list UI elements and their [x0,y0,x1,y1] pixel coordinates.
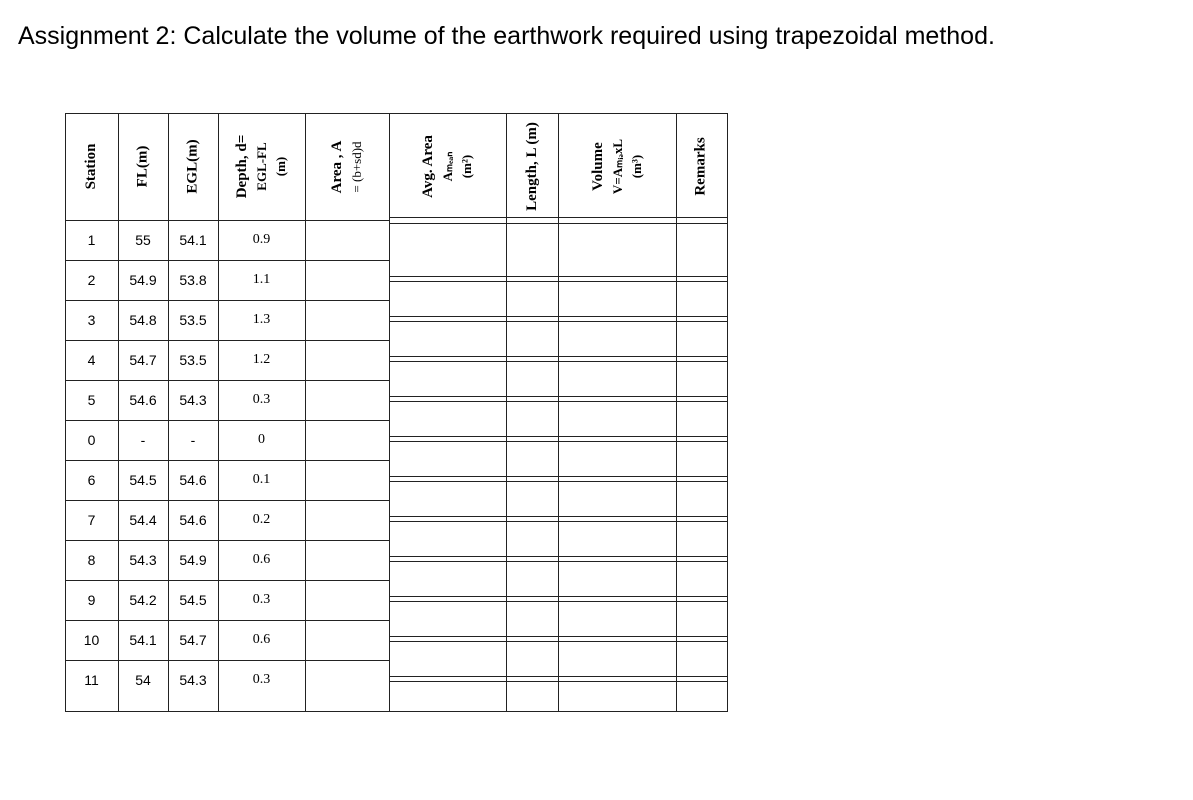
cell-fl: 54.7 [129,352,157,368]
header-line: (m²) [459,154,474,179]
cell-depth: 0.2 [252,512,271,527]
cell-egl: 54.3 [179,672,207,688]
table-hline [389,281,728,282]
table-hline [389,276,728,277]
header-remarks [676,113,727,220]
table-hline [389,601,728,602]
cell-fl: 54 [135,672,151,688]
header-line: Aₘₑₐₙ [440,151,455,182]
cell-egl: 54.7 [179,632,207,648]
header-area-label [328,125,366,209]
cell-station: 11 [84,672,99,688]
table-hline [389,476,728,477]
cell-station: 2 [87,272,96,288]
table-hline [389,676,728,677]
cell-station: 0 [87,432,96,448]
cell-station: 3 [87,312,96,328]
header-line: Area , A [329,140,345,193]
cell-fl: 54.1 [129,632,157,648]
cell-fl: - [140,432,146,448]
table-hline [389,361,728,362]
cell-depth: 1.1 [252,272,271,287]
assignment-title: Assignment 2: Calculate the volume of the earthwork required using trapezoidal method. [18,22,995,50]
table-hline [389,401,728,402]
table-hline [389,356,728,357]
header-remarks-label [692,137,711,195]
table-hline [65,711,728,712]
header-line: Avg. Area [420,135,436,198]
table-hline [389,441,728,442]
table-hline [389,316,728,317]
cell-egl: 54.6 [179,512,207,528]
cell-fl: 54.5 [129,472,157,488]
cell-egl: 53.5 [179,352,207,368]
table-hline [389,681,728,682]
cell-egl: 53.8 [179,272,207,288]
cell-depth: 0.1 [252,472,271,487]
header-avg-area-label [419,113,476,220]
cell-egl: 54.9 [179,552,207,568]
cell-egl: 54.3 [179,392,207,408]
cell-depth: 1.2 [252,352,271,367]
table-hline [389,596,728,597]
header-line: Remarks [693,137,710,196]
table-hline [389,481,728,482]
cell-station: 6 [87,472,96,488]
cell-depth: 0.6 [252,552,271,567]
cell-station: 7 [87,512,96,528]
header-fl [118,113,168,220]
table-hline [389,636,728,637]
cell-station: 9 [87,592,96,608]
header-line: Volume [589,142,606,191]
header-avg-area [389,113,506,220]
header-length [506,113,558,220]
table-vline [727,113,728,712]
table-hline [389,223,728,224]
cell-egl: 54.5 [179,592,207,608]
earthwork-table [65,113,728,712]
header-line: FL(m) [134,145,151,188]
cell-egl: - [190,432,196,448]
header-area [305,113,389,220]
header-line: V=AₘᵢₔxL [609,138,625,195]
cell-depth: 1.3 [252,312,271,327]
header-volume [558,113,676,220]
header-station [65,113,118,220]
cell-station: 1 [87,232,96,248]
cell-depth: 0.3 [252,592,271,607]
header-line: Station [83,143,99,190]
table-hline [389,521,728,522]
cell-egl: 54.6 [179,472,207,488]
cell-station: 10 [83,632,100,648]
table-hline [389,516,728,517]
table-hline [389,436,728,437]
table-hline [389,556,728,557]
cell-station: 8 [87,552,96,568]
header-egl-label [184,139,203,193]
header-line: Depth, d= [234,134,250,199]
cell-depth: 0 [258,432,265,447]
header-length-label [523,122,542,211]
header-volume-label [589,113,646,220]
cell-station: 5 [87,392,96,408]
cell-depth: 0.6 [252,632,271,647]
cell-fl: 54.2 [129,592,157,608]
header-egl [168,113,218,220]
cell-fl: 54.3 [129,552,157,568]
table-hline [389,561,728,562]
cell-fl: 54.4 [129,512,157,528]
header-line: EGL(m) [184,139,201,194]
header-line: Length, L (m) [523,122,540,211]
header-line: (m³) [628,154,644,179]
header-station-label [82,140,101,193]
cell-fl: 54.9 [129,272,157,288]
table-hline [389,641,728,642]
cell-depth: 0.9 [252,232,271,247]
table-hline [389,321,728,322]
cell-depth: 0.3 [252,392,271,407]
cell-fl: 54.8 [129,312,157,328]
header-line: (m) [273,156,288,177]
table-hline [389,396,728,397]
cell-fl: 55 [135,232,151,248]
cell-fl: 54.6 [129,392,157,408]
cell-depth: 0.3 [252,672,271,687]
header-line: EGL-FL [254,142,269,191]
cell-egl: 53.5 [179,312,207,328]
header-depth-label [233,123,290,210]
header-fl-label [134,142,153,192]
header-depth [218,113,305,220]
header-line: = (b+sd)d [349,140,364,193]
cell-egl: 54.1 [179,232,207,248]
cell-station: 4 [87,352,96,368]
